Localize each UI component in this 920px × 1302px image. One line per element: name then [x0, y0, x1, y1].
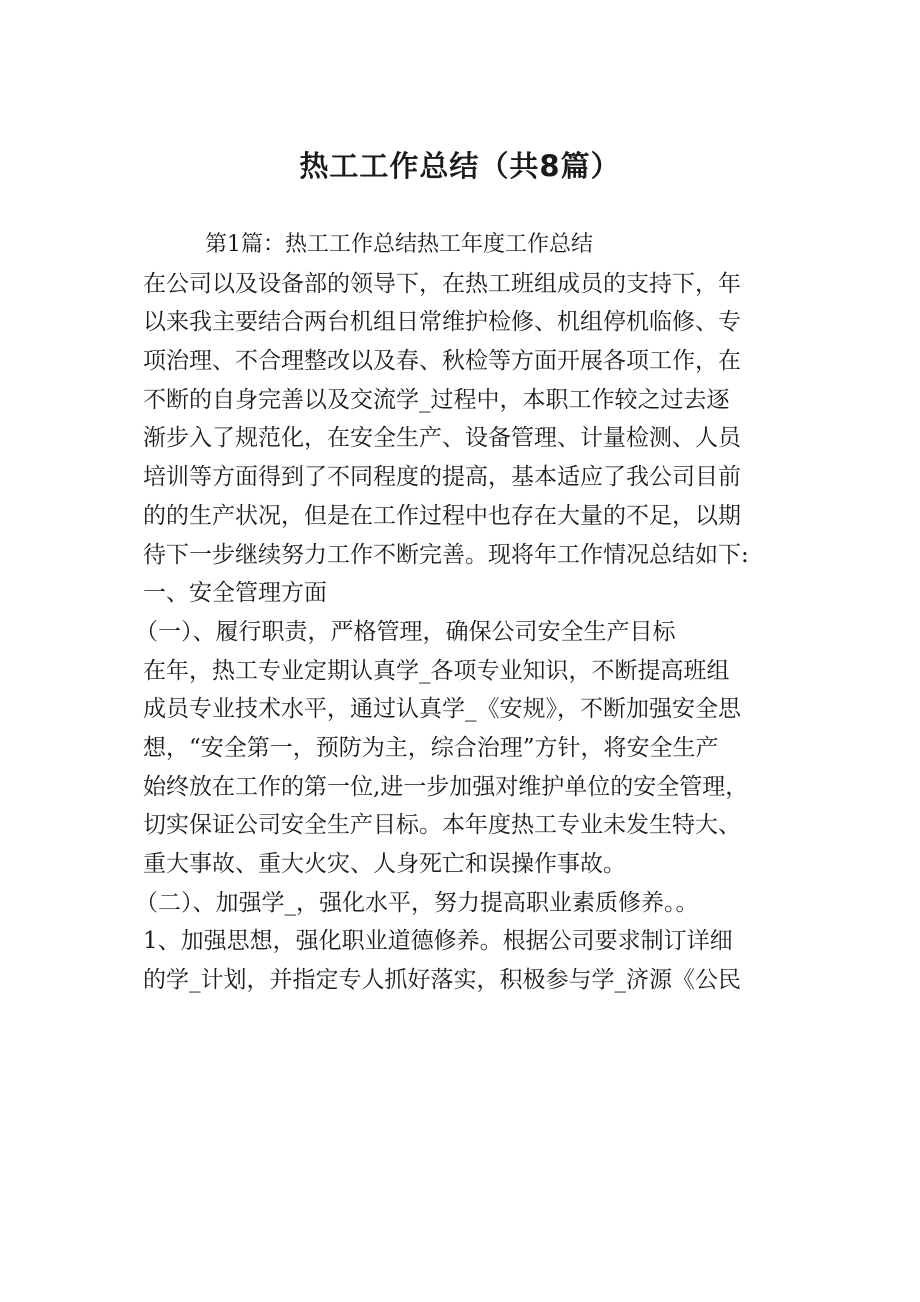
body-line: 培训等方面得到了不同程度的提高，基本适应了我公司目前 — [143, 464, 741, 491]
body-line: 重大事故、重大火灾、人身死亡和误操作事故。 — [143, 851, 626, 877]
body-line: 想，“安全第一，预防为主，综合治理”方针，将安全生产 — [143, 734, 719, 761]
body-line: 成员专业技术水平，通过认真学_《安规》，不断加强安全思 — [143, 696, 741, 723]
body-line: 的的生产状况，但是在工作过程中也存在大量的不足，以期 — [143, 502, 741, 529]
subsection-heading: （一）、履行职责，严格管理，确保公司安全生产目标 — [135, 618, 676, 645]
document-title: 热工工作总结（共8篇） — [299, 149, 621, 183]
body-line: 1、加强思想，强化职业道德修养。根据公司要求制订详细 — [143, 928, 733, 955]
body-line: 以来我主要结合两台机组日常维护检修、机组停机临修、专 — [143, 309, 741, 336]
body-line: 切实保证公司安全生产目标。本年度热工专业未发生特大、 — [143, 812, 741, 839]
body-line: 不断的自身完善以及交流学_过程中，本职工作较之过去逐 — [143, 386, 730, 413]
document-body — [135, 226, 823, 1000]
subsection-heading: （二）、加强学_，强化水平，努力提高职业素质修养。。 — [135, 889, 699, 916]
section-subtitle: 第1篇：热工工作总结热工年度工作总结 — [205, 232, 593, 257]
body-line: 始终放在工作的第一位,进一步加强对维护单位的安全管理， — [143, 773, 749, 800]
body-line: 的学_计划，并指定专人抓好落实，积极参与学_济源《公民 — [143, 967, 741, 994]
section-heading: 一、安全管理方面 — [143, 580, 327, 607]
body-line: 待下一步继续努力工作不断完善。现将年工作情况总结如下: — [143, 541, 749, 568]
body-line: 在公司以及设备部的领导下，在热工班组成员的支持下，年 — [143, 270, 741, 297]
body-line: 项治理、不合理整改以及春、秋检等方面开展各项工作，在 — [143, 348, 741, 375]
body-line: 在年，热工专业定期认真学_各项专业知识，不断提高班组 — [143, 657, 730, 684]
body-line: 渐步入了规范化，在安全生产、设备管理、计量检测、人员 — [143, 425, 741, 452]
